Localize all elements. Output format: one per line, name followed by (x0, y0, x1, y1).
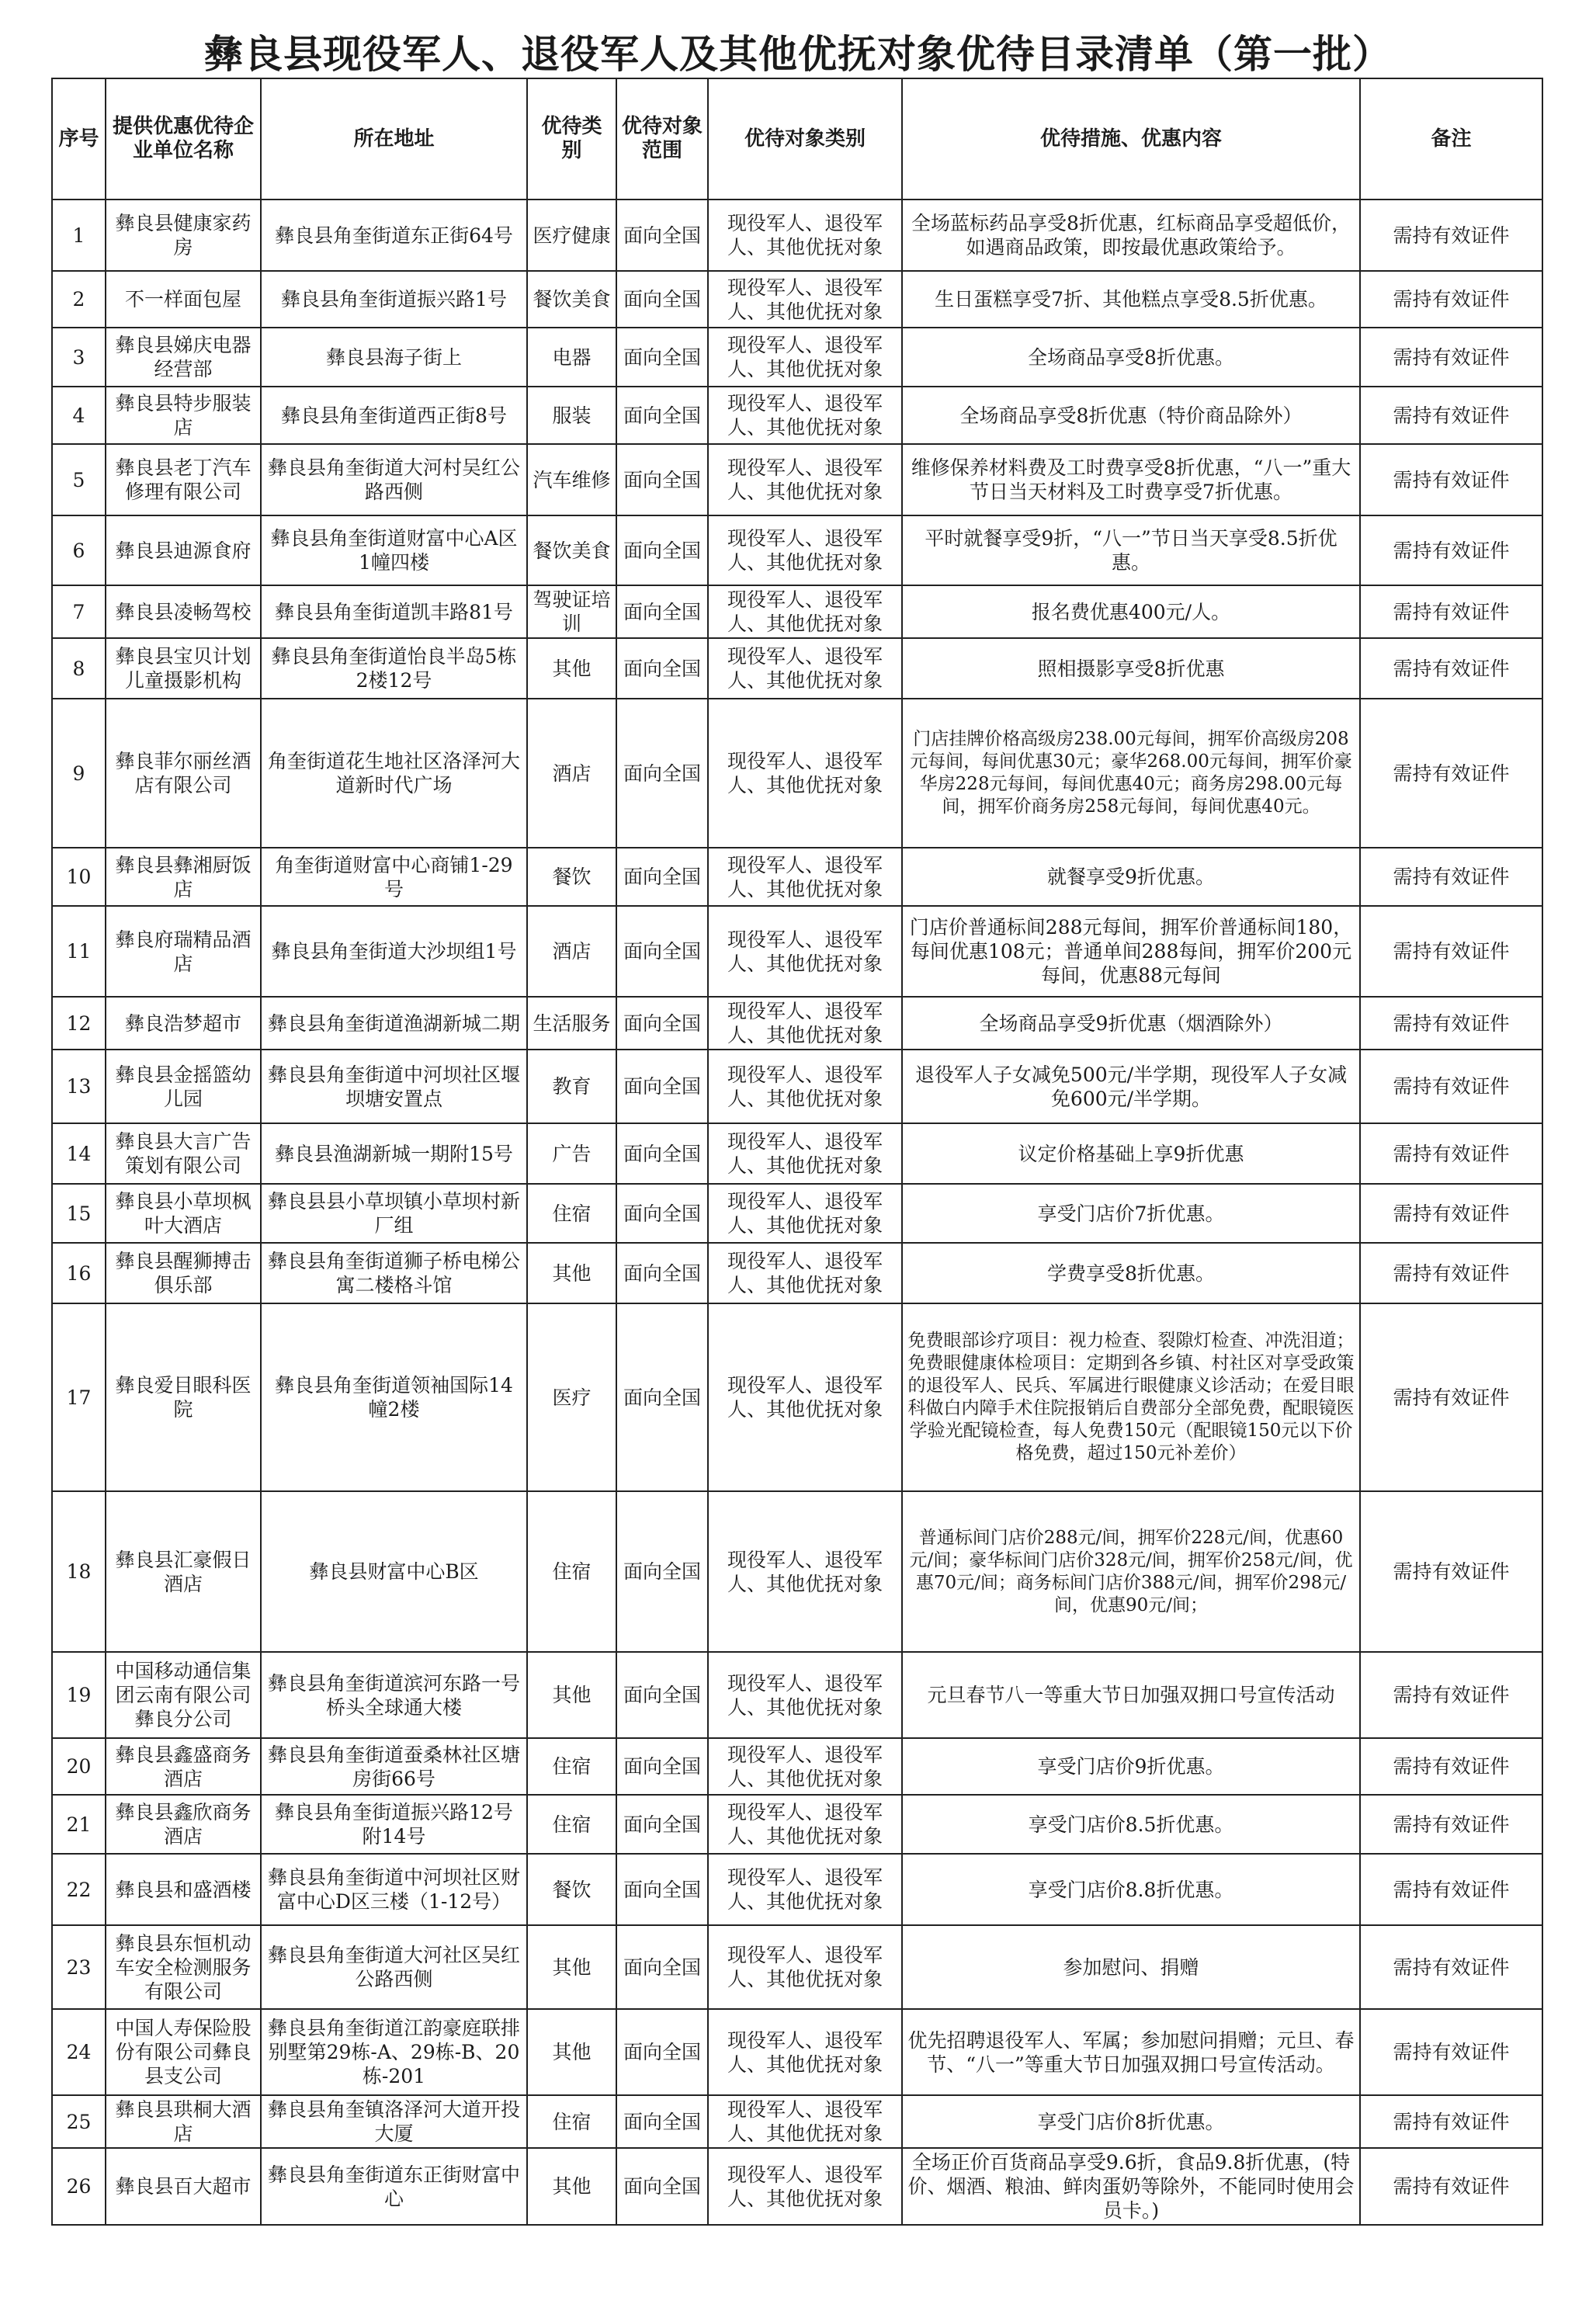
benefit-content: 全场商品享受8折优惠。 (902, 328, 1360, 387)
scope: 面向全国 (616, 200, 708, 271)
row-number: 7 (52, 585, 106, 638)
table-row (52, 515, 1542, 585)
company-name: 彝良县大言广告策划有限公司 (106, 1123, 261, 1184)
target-type: 现役军人、退役军人、其他优抚对象 (708, 515, 902, 585)
scope: 面向全国 (616, 1925, 708, 2009)
remark: 需持有效证件 (1360, 515, 1542, 585)
table-row (52, 848, 1542, 906)
category: 驾驶证培训 (527, 585, 616, 638)
row-number: 3 (52, 328, 106, 387)
remark: 需持有效证件 (1360, 1491, 1542, 1652)
address: 彝良县角奎街道西正街8号 (261, 387, 527, 444)
table-row (52, 906, 1542, 997)
company-name: 彝良县宝贝计划儿童摄影机构 (106, 638, 261, 699)
table-row (52, 699, 1542, 848)
table-row (52, 997, 1542, 1050)
scope: 面向全国 (616, 515, 708, 585)
scope: 面向全国 (616, 997, 708, 1050)
target-type: 现役军人、退役军人、其他优抚对象 (708, 1652, 902, 1738)
address: 彝良县角奎街道渔湖新城二期 (261, 997, 527, 1050)
category: 住宿 (527, 1738, 616, 1795)
remark: 需持有效证件 (1360, 1738, 1542, 1795)
remark: 需持有效证件 (1360, 1795, 1542, 1854)
scope: 面向全国 (616, 848, 708, 906)
company-name: 彝良县鑫盛商务酒店 (106, 1738, 261, 1795)
category: 餐饮美食 (527, 515, 616, 585)
category: 酒店 (527, 906, 616, 997)
table-row (52, 2009, 1542, 2095)
row-number: 12 (52, 997, 106, 1050)
row-number: 26 (52, 2148, 106, 2225)
remark: 需持有效证件 (1360, 638, 1542, 699)
address: 彝良县财富中心B区 (261, 1491, 527, 1652)
header-row (52, 78, 1542, 200)
benefit-content: 议定价格基础上享9折优惠 (902, 1123, 1360, 1184)
benefit-content: 免费眼部诊疗项目：视力检查、裂隙灯检查、冲洗泪道；免费眼健康体检项目：定期到各乡镇、村社区对享受政策的退役军人、民兵、军属进行眼健康义诊活动；在爱目眼科做白内障手术住院报销后自费部分全部免费，配眼镜医学验光配镜检查，每人免费150元（配眼镜150元以下价格免费，超过150元补差价） (902, 1303, 1360, 1491)
remark: 需持有效证件 (1360, 585, 1542, 638)
scope: 面向全国 (616, 2095, 708, 2148)
remark: 需持有效证件 (1360, 1050, 1542, 1123)
category: 广告 (527, 1123, 616, 1184)
target-type: 现役军人、退役军人、其他优抚对象 (708, 1050, 902, 1123)
benefit-content: 普通标间门店价288元/间，拥军价228元/间，优惠60元/间；豪华标间门店价328元/间，拥军价258元/间，优惠70元/间；商务标间门店价388元/间，拥军价298元/间，优惠90元/间； (902, 1491, 1360, 1652)
row-number: 15 (52, 1184, 106, 1243)
category: 生活服务 (527, 997, 616, 1050)
address: 彝良县角奎街道狮子桥电梯公寓二楼格斗馆 (261, 1243, 527, 1303)
remark: 需持有效证件 (1360, 1925, 1542, 2009)
scope: 面向全国 (616, 1738, 708, 1795)
header-address: 所在地址 (261, 78, 527, 200)
remark: 需持有效证件 (1360, 200, 1542, 271)
table-row (52, 444, 1542, 515)
remark: 需持有效证件 (1360, 2095, 1542, 2148)
company-name: 彝良县百大超市 (106, 2148, 261, 2225)
company-name: 中国人寿保险股份有限公司彝良县支公司 (106, 2009, 261, 2095)
scope: 面向全国 (616, 1123, 708, 1184)
company-name: 彝良县东恒机动车安全检测服务有限公司 (106, 1925, 261, 2009)
remark: 需持有效证件 (1360, 848, 1542, 906)
target-type: 现役军人、退役军人、其他优抚对象 (708, 1123, 902, 1184)
row-number: 9 (52, 699, 106, 848)
table-row (52, 2095, 1542, 2148)
category: 教育 (527, 1050, 616, 1123)
row-number: 18 (52, 1491, 106, 1652)
table-row (52, 1184, 1542, 1243)
benefit-content: 享受门店价7折优惠。 (902, 1184, 1360, 1243)
benefit-content: 学费享受8折优惠。 (902, 1243, 1360, 1303)
row-number: 24 (52, 2009, 106, 2095)
target-type: 现役军人、退役军人、其他优抚对象 (708, 1795, 902, 1854)
row-number: 14 (52, 1123, 106, 1184)
scope: 面向全国 (616, 1854, 708, 1925)
scope: 面向全国 (616, 638, 708, 699)
row-number: 2 (52, 271, 106, 328)
target-type: 现役军人、退役军人、其他优抚对象 (708, 328, 902, 387)
company-name: 彝良浩梦超市 (106, 997, 261, 1050)
row-number: 19 (52, 1652, 106, 1738)
row-number: 20 (52, 1738, 106, 1795)
category: 餐饮 (527, 848, 616, 906)
table-row (52, 1491, 1542, 1652)
row-number: 4 (52, 387, 106, 444)
remark: 需持有效证件 (1360, 2148, 1542, 2225)
table-row (52, 1738, 1542, 1795)
remark: 需持有效证件 (1360, 1854, 1542, 1925)
scope: 面向全国 (616, 585, 708, 638)
category: 住宿 (527, 1491, 616, 1652)
table-row (52, 638, 1542, 699)
row-number: 11 (52, 906, 106, 997)
remark: 需持有效证件 (1360, 699, 1542, 848)
target-type: 现役军人、退役军人、其他优抚对象 (708, 387, 902, 444)
category: 餐饮美食 (527, 271, 616, 328)
company-name: 彝良县凌畅驾校 (106, 585, 261, 638)
address: 彝良县角奎街道振兴路1号 (261, 271, 527, 328)
address: 彝良县角奎街道振兴路12号附14号 (261, 1795, 527, 1854)
remark: 需持有效证件 (1360, 271, 1542, 328)
table-row (52, 1303, 1542, 1491)
table-row (52, 328, 1542, 387)
table-row (52, 1854, 1542, 1925)
scope: 面向全国 (616, 1243, 708, 1303)
benefit-content: 生日蛋糕享受7折、其他糕点享受8.5折优惠。 (902, 271, 1360, 328)
target-type: 现役军人、退役军人、其他优抚对象 (708, 2148, 902, 2225)
category: 医疗健康 (527, 200, 616, 271)
header-note: 备注 (1360, 78, 1542, 200)
benefit-content: 门店挂牌价格高级房238.00元每间，拥军价高级房208元每间，每间优惠30元；豪华268.00元每间，拥军价豪华房228元每间，每间优惠40元；商务房298.00元每间，拥军价商务房258元每间，每间优惠40元。 (902, 699, 1360, 848)
benefit-content: 全场正价百货商品享受9.6折，食品9.8折优惠，(特价、烟酒、粮油、鲜肉蛋奶等除外，不能同时使用会员卡。) (902, 2148, 1360, 2225)
table-row (52, 1795, 1542, 1854)
benefit-content: 享受门店价9折优惠。 (902, 1738, 1360, 1795)
remark: 需持有效证件 (1360, 906, 1542, 997)
row-number: 23 (52, 1925, 106, 2009)
address: 角奎街道财富中心商铺1-29号 (261, 848, 527, 906)
header-target: 优待对象类别 (708, 78, 902, 200)
target-type: 现役军人、退役军人、其他优抚对象 (708, 585, 902, 638)
scope: 面向全国 (616, 1491, 708, 1652)
address: 彝良县角奎街道怡良半岛5栋2楼12号 (261, 638, 527, 699)
row-number: 21 (52, 1795, 106, 1854)
benefit-content: 平时就餐享受9折，“八一”节日当天享受8.5折优惠。 (902, 515, 1360, 585)
target-type: 现役军人、退役军人、其他优抚对象 (708, 1303, 902, 1491)
row-number: 16 (52, 1243, 106, 1303)
address: 彝良县角奎街道江韵豪庭联排别墅第29栋-A、29栋-B、20栋-201 (261, 2009, 527, 2095)
target-type: 现役军人、退役军人、其他优抚对象 (708, 906, 902, 997)
row-number: 6 (52, 515, 106, 585)
scope: 面向全国 (616, 1184, 708, 1243)
address: 彝良县角奎街道领袖国际14幢2楼 (261, 1303, 527, 1491)
benefit-content: 优先招聘退役军人、军属；参加慰问捐赠；元旦、春节、“八一”等重大节日加强双拥口号宣传活动。 (902, 2009, 1360, 2095)
scope: 面向全国 (616, 2148, 708, 2225)
table-row (52, 271, 1542, 328)
address: 彝良县角奎街道中河坝社区财富中心D区三楼（1-12号） (261, 1854, 527, 1925)
address: 彝良县角奎街道凯丰路81号 (261, 585, 527, 638)
benefit-content: 享受门店价8折优惠。 (902, 2095, 1360, 2148)
scope: 面向全国 (616, 2009, 708, 2095)
company-name: 彝良县老丁汽车修理有限公司 (106, 444, 261, 515)
target-type: 现役军人、退役军人、其他优抚对象 (708, 997, 902, 1050)
benefit-content: 全场蓝标药品享受8折优惠，红标商品享受超低价，如遇商品政策，即按最优惠政策给予。 (902, 200, 1360, 271)
target-type: 现役军人、退役军人、其他优抚对象 (708, 1854, 902, 1925)
benefits-table (51, 78, 1543, 2226)
remark: 需持有效证件 (1360, 1243, 1542, 1303)
remark: 需持有效证件 (1360, 2009, 1542, 2095)
address: 彝良县角奎街道大河村吴红公路西侧 (261, 444, 527, 515)
address: 彝良县角奎街道大沙坝组1号 (261, 906, 527, 997)
row-number: 25 (52, 2095, 106, 2148)
benefit-content: 门店价普通标间288元每间，拥军价普通标间180，每间优惠108元；普通单间288每间，拥军价200元每间，优惠88元每间 (902, 906, 1360, 997)
page-title: 彝良县现役军人、退役军人及其他优抚对象优待目录清单（第一批） (204, 31, 1392, 77)
category: 其他 (527, 1652, 616, 1738)
target-type: 现役军人、退役军人、其他优抚对象 (708, 1738, 902, 1795)
target-type: 现役军人、退役军人、其他优抚对象 (708, 1184, 902, 1243)
scope: 面向全国 (616, 271, 708, 328)
address: 彝良县角奎街道大河社区吴红公路西侧 (261, 1925, 527, 2009)
company-name: 彝良菲尔丽丝酒店有限公司 (106, 699, 261, 848)
category: 其他 (527, 2009, 616, 2095)
company-name: 彝良县醒狮搏击俱乐部 (106, 1243, 261, 1303)
row-number: 13 (52, 1050, 106, 1123)
row-number: 17 (52, 1303, 106, 1491)
scope: 面向全国 (616, 906, 708, 997)
company-name: 彝良县健康家药房 (106, 200, 261, 271)
remark: 需持有效证件 (1360, 1184, 1542, 1243)
benefit-content: 退役军人子女减免500元/半学期，现役军人子女减免600元/半学期。 (902, 1050, 1360, 1123)
company-name: 彝良府瑞精品酒店 (106, 906, 261, 997)
company-name: 彝良县鑫欣商务酒店 (106, 1795, 261, 1854)
category: 其他 (527, 2148, 616, 2225)
category: 住宿 (527, 1795, 616, 1854)
address: 彝良县角奎街道滨河东路一号桥头全球通大楼 (261, 1652, 527, 1738)
company-name: 彝良县金摇篮幼儿园 (106, 1050, 261, 1123)
company-name: 彝良县彝湘厨饭店 (106, 848, 261, 906)
category: 汽车维修 (527, 444, 616, 515)
header-content: 优待措施、优惠内容 (902, 78, 1360, 200)
scope: 面向全国 (616, 387, 708, 444)
remark: 需持有效证件 (1360, 387, 1542, 444)
header-no: 序号 (52, 78, 106, 200)
address: 彝良县角奎街道东正街财富中心 (261, 2148, 527, 2225)
table-row (52, 1243, 1542, 1303)
target-type: 现役军人、退役军人、其他优抚对象 (708, 848, 902, 906)
row-number: 22 (52, 1854, 106, 1925)
benefit-content: 元旦春节八一等重大节日加强双拥口号宣传活动 (902, 1652, 1360, 1738)
remark: 需持有效证件 (1360, 1652, 1542, 1738)
row-number: 1 (52, 200, 106, 271)
target-type: 现役军人、退役军人、其他优抚对象 (708, 1925, 902, 2009)
address: 彝良县角奎镇洛泽河大道开投大厦 (261, 2095, 527, 2148)
benefit-content: 维修保养材料费及工时费享受8折优惠，“八一”重大节日当天材料及工时费享受7折优惠。 (902, 444, 1360, 515)
remark: 需持有效证件 (1360, 1303, 1542, 1491)
address: 彝良县渔湖新城一期附15号 (261, 1123, 527, 1184)
company-name: 彝良县娣庆电器经营部 (106, 328, 261, 387)
company-name: 彝良县珙桐大酒店 (106, 2095, 261, 2148)
benefit-content: 享受门店价8.5折优惠。 (902, 1795, 1360, 1854)
address: 彝良县海子街上 (261, 328, 527, 387)
company-name: 彝良县特步服装店 (106, 387, 261, 444)
remark: 需持有效证件 (1360, 444, 1542, 515)
address: 彝良县角奎街道蚕桑林社区塘房街66号 (261, 1738, 527, 1795)
target-type: 现役军人、退役军人、其他优抚对象 (708, 699, 902, 848)
remark: 需持有效证件 (1360, 997, 1542, 1050)
category: 住宿 (527, 1184, 616, 1243)
scope: 面向全国 (616, 1303, 708, 1491)
address: 彝良县角奎街道东正街64号 (261, 200, 527, 271)
company-name: 中国移动通信集团云南有限公司彝良分公司 (106, 1652, 261, 1738)
company-name: 彝良县小草坝枫叶大酒店 (106, 1184, 261, 1243)
scope: 面向全国 (616, 1652, 708, 1738)
table-row (52, 1123, 1542, 1184)
company-name: 彝良县汇豪假日酒店 (106, 1491, 261, 1652)
target-type: 现役军人、退役军人、其他优抚对象 (708, 444, 902, 515)
benefit-content: 报名费优惠400元/人。 (902, 585, 1360, 638)
company-name: 不一样面包屋 (106, 271, 261, 328)
target-type: 现役军人、退役军人、其他优抚对象 (708, 1491, 902, 1652)
table-row (52, 387, 1542, 444)
address: 彝良县县小草坝镇小草坝村新厂组 (261, 1184, 527, 1243)
scope: 面向全国 (616, 1050, 708, 1123)
scope: 面向全国 (616, 699, 708, 848)
header-scope: 优待对象范围 (616, 78, 708, 200)
category: 餐饮 (527, 1854, 616, 1925)
remark: 需持有效证件 (1360, 1123, 1542, 1184)
benefit-content: 照相摄影享受8折优惠 (902, 638, 1360, 699)
row-number: 5 (52, 444, 106, 515)
category: 其他 (527, 1243, 616, 1303)
scope: 面向全国 (616, 1795, 708, 1854)
category: 其他 (527, 638, 616, 699)
address: 彝良县角奎街道中河坝社区堰坝塘安置点 (261, 1050, 527, 1123)
target-type: 现役军人、退役军人、其他优抚对象 (708, 271, 902, 328)
company-name: 彝良爱目眼科医院 (106, 1303, 261, 1491)
table-row (52, 1652, 1542, 1738)
target-type: 现役军人、退役军人、其他优抚对象 (708, 2009, 902, 2095)
table-row (52, 1050, 1542, 1123)
table-row (52, 200, 1542, 271)
header-company: 提供优惠优待企业单位名称 (106, 78, 261, 200)
scope: 面向全国 (616, 328, 708, 387)
category: 电器 (527, 328, 616, 387)
table-row (52, 585, 1542, 638)
row-number: 10 (52, 848, 106, 906)
benefit-content: 享受门店价8.8折优惠。 (902, 1854, 1360, 1925)
target-type: 现役军人、退役军人、其他优抚对象 (708, 1243, 902, 1303)
company-name: 彝良县和盛酒楼 (106, 1854, 261, 1925)
category: 住宿 (527, 2095, 616, 2148)
benefit-content: 全场商品享受8折优惠（特价商品除外） (902, 387, 1360, 444)
scope: 面向全国 (616, 444, 708, 515)
category: 其他 (527, 1925, 616, 2009)
row-number: 8 (52, 638, 106, 699)
category: 服装 (527, 387, 616, 444)
address: 角奎街道花生地社区洛泽河大道新时代广场 (261, 699, 527, 848)
address: 彝良县角奎街道财富中心A区1幢四楼 (261, 515, 527, 585)
target-type: 现役军人、退役军人、其他优抚对象 (708, 200, 902, 271)
target-type: 现役军人、退役军人、其他优抚对象 (708, 638, 902, 699)
category: 酒店 (527, 699, 616, 848)
company-name: 彝良县迪源食府 (106, 515, 261, 585)
table-row (52, 1925, 1542, 2009)
table-row (52, 2148, 1542, 2225)
remark: 需持有效证件 (1360, 328, 1542, 387)
benefit-content: 参加慰问、捐赠 (902, 1925, 1360, 2009)
benefit-content: 就餐享受9折优惠。 (902, 848, 1360, 906)
header-category: 优待类别 (527, 78, 616, 200)
benefit-content: 全场商品享受9折优惠（烟酒除外） (902, 997, 1360, 1050)
target-type: 现役军人、退役军人、其他优抚对象 (708, 2095, 902, 2148)
category: 医疗 (527, 1303, 616, 1491)
